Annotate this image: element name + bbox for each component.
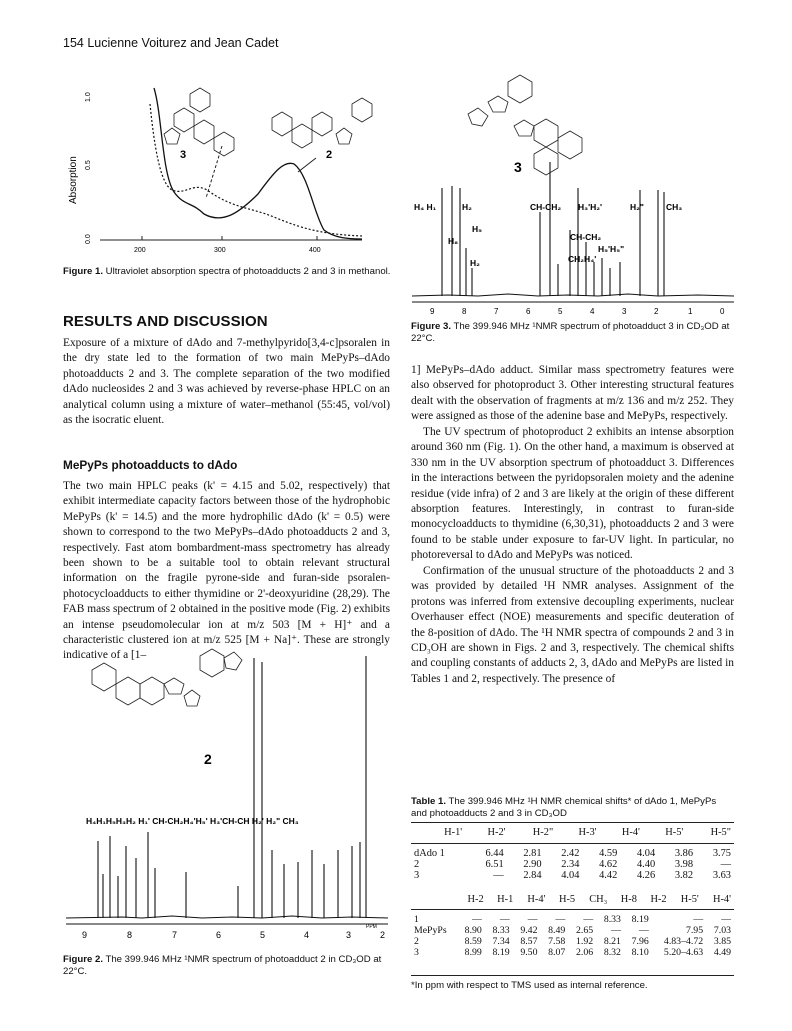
fig2-xtick-4: 4 bbox=[304, 930, 310, 940]
right-paragraph-2 bbox=[411, 425, 734, 564]
left-para2-text: The two main HPLC peaks (k' = 4.15 and 5.02, respectively) that exhibit intermediate capacity factors between those of the hydrophobic MePyPs (k' = 14.5) and the more hydrophilic dAdo (k' = 0.5) were shown to correspond to the two MePyPs–dAdo photoadducts 2 and 3, respectively. Fast atom bombardment-mass spectrometry has already been shown to be a suitable tool to obtain relevant structural information on the fragile pyrone-side and furan-side psoralen-photocycloadducts to either thymidine or 2'-deoxyuridine (28,29). The FAB mass spectrum of 2 obtained in the positive mode (Fig. 2) exhibits an intense pseudomolecular ion at m/z 503 [M + H]⁺ and a characteristic clustered ion at m/z 525 [M + Na]⁺. These are strongly indicative of a [1– bbox=[63, 480, 390, 662]
fig1-xtick-400: 400 bbox=[309, 247, 321, 254]
table-cell: 2.34 bbox=[561, 859, 580, 870]
table1-header-row bbox=[411, 827, 734, 838]
table-row bbox=[411, 925, 734, 936]
table-cell: 1.92 bbox=[575, 936, 594, 947]
table1-part1 bbox=[411, 827, 734, 838]
section-title: RESULTS AND DISCUSSION bbox=[63, 313, 268, 330]
table1-footnote: *In ppm with respect to TMS used as internal reference. bbox=[411, 980, 648, 991]
table-header-cell bbox=[411, 827, 422, 838]
fig3-structure bbox=[468, 75, 582, 175]
fig3-xtick-0: 0 bbox=[720, 307, 725, 316]
table-cell: 4.83–4.72 bbox=[663, 936, 704, 947]
table-cell: 8.90 bbox=[464, 925, 482, 936]
table-cell: 8.19 bbox=[492, 947, 510, 958]
table-row bbox=[411, 859, 734, 870]
fig1-curve-3 bbox=[150, 104, 362, 236]
fig3-xtick-4: 4 bbox=[590, 307, 595, 316]
table-cell: 7.96 bbox=[631, 936, 649, 947]
right-para1-text: 1] MePyPs–dAdo adduct. Similar mass spectrometry features were also observed for photoproduct 3. Other interesting structural features dealt with the observation of fragments at m/z 136 and m/z 252. They were assigned as those of the adenine base and MePyPs, respectively. bbox=[411, 364, 734, 423]
fig3-label-h3h2: H₃'H₂' bbox=[578, 202, 603, 212]
fig3-xtick-7: 7 bbox=[494, 307, 499, 316]
fig3-caption-text: The 399.946 MHz ¹NMR spectrum of photoadduct 3 in CD₃OD at 22°C. bbox=[411, 321, 730, 344]
table1-header-rule bbox=[411, 843, 734, 844]
table-cell: 8.59 bbox=[464, 936, 482, 947]
table-header-cell: H-5' bbox=[665, 827, 684, 838]
table-row bbox=[411, 914, 734, 925]
fig1-ytick-05: 0.5 bbox=[85, 160, 92, 170]
table-cell: 7.34 bbox=[492, 936, 510, 947]
table-header-cell: H-8 bbox=[620, 894, 637, 905]
table-header-cell: H-1' bbox=[444, 827, 463, 838]
table-cell: 4.62 bbox=[599, 859, 618, 870]
fig1-structure-2 bbox=[272, 98, 372, 148]
right-para3-text: Confirmation of the unusual structure of the photoadducts 2 and 3 was provided by detailed ¹H NMR analyses. Assignment of the protons was inferred from extensive decoupling experiments, nuclear Overhauser effect (NOE) measurements and specific deuteration of the 8-position of dAdo. The ¹H NMR spectra of compounds 2 and 3 in CD₃OH are shown in Figs. 2 and 3, respectively. The chemical shifts and coupling constants of adducts 2, 3, dAdo and MePyPs are listed in Tables 1 and 2, respectively. The presence of bbox=[411, 565, 734, 685]
figure3-caption bbox=[411, 321, 733, 345]
table-cell: — bbox=[693, 914, 704, 925]
table-cell: 3.82 bbox=[674, 870, 694, 881]
fig3-caption-label: Figure 3. bbox=[411, 321, 451, 332]
table1-mid-rule bbox=[411, 909, 734, 910]
right-paragraph-1 bbox=[411, 363, 734, 425]
fig1-label-2: 2 bbox=[326, 149, 333, 161]
fig2-xtick-7: 7 bbox=[172, 930, 178, 940]
fig1-structure-3 bbox=[164, 88, 234, 156]
table-cell: 3 bbox=[414, 947, 419, 958]
figure1-uv-spectrum bbox=[62, 74, 402, 264]
table-cell: 7.03 bbox=[713, 925, 731, 936]
table-cell: 4.42 bbox=[599, 870, 618, 881]
table-cell: dAdo 1 bbox=[414, 848, 445, 859]
fig2-structure bbox=[92, 649, 242, 706]
fig3-xtick-1: 1 bbox=[688, 307, 693, 316]
table1-body2 bbox=[411, 914, 734, 958]
table-header-cell: H-2" bbox=[532, 827, 554, 838]
table-header-cell: H-2' bbox=[487, 827, 506, 838]
table-cell: — bbox=[583, 914, 594, 925]
running-head: 154 Lucienne Voiturez and Jean Cadet bbox=[63, 36, 279, 50]
fig1-ytick-0: 0.0 bbox=[85, 234, 92, 244]
fig2-xtick-8: 8 bbox=[127, 930, 133, 940]
table-cell: — bbox=[499, 914, 510, 925]
fig1-xtick-200: 200 bbox=[134, 247, 146, 254]
table-header-cell: H-4' bbox=[527, 894, 546, 905]
table1-caption-text: The 399.946 MHz ¹H NMR chemical shifts* of dAdo 1, MePyPs and photoadducts 2 and 3 in CD₃OD bbox=[411, 796, 717, 819]
subsection-title: MePyPs photoadducts to dAdo bbox=[63, 458, 238, 472]
table1-part2-header bbox=[411, 894, 734, 905]
table-row bbox=[411, 936, 734, 947]
table-cell: 8.21 bbox=[603, 936, 621, 947]
fig1-xtick-300: 300 bbox=[214, 247, 226, 254]
table-row bbox=[411, 848, 734, 859]
table-cell: 8.99 bbox=[464, 947, 482, 958]
table1-top-rule bbox=[411, 822, 734, 823]
fig3-xtick-6: 6 bbox=[526, 307, 531, 316]
table-header-cell: H-5" bbox=[710, 827, 731, 838]
table-cell: — bbox=[721, 914, 731, 925]
table-header-cell bbox=[411, 894, 457, 905]
table-cell: — bbox=[472, 914, 482, 925]
fig3-label-h2-low: H₂ bbox=[470, 258, 480, 268]
fig2-compound-number: 2 bbox=[204, 751, 212, 767]
table-header-cell: H-4' bbox=[712, 894, 731, 905]
fig2-xtick-6: 6 bbox=[216, 930, 222, 940]
table-cell: 8.49 bbox=[548, 925, 566, 936]
table-cell: — bbox=[720, 859, 731, 870]
fig3-xtick-8: 8 bbox=[462, 307, 467, 316]
fig2-peak-labels: H₄H₁H₅H₃H₂ H₁' CH-CH₂H₄'H₅' H₃'CH-CH H₂' H₂" CH₃ bbox=[86, 816, 299, 826]
table-cell: 8.57 bbox=[520, 936, 538, 947]
table-cell: 2 bbox=[414, 859, 420, 870]
table-header-cell: H-5' bbox=[680, 894, 699, 905]
figure2-nmr-spectrum bbox=[62, 636, 392, 946]
table-cell: — bbox=[493, 870, 504, 881]
table1-caption-label: Table 1. bbox=[411, 796, 447, 807]
fig1-caption-text: Ultraviolet absorption spectra of photoadducts 2 and 3 in methanol. bbox=[105, 266, 391, 277]
fig3-label-h4h1: H₄ H₁ bbox=[414, 202, 437, 212]
table-cell: 8.33 bbox=[603, 914, 621, 925]
fig1-ytick-1: 1.0 bbox=[85, 92, 92, 102]
table-cell: 4.26 bbox=[636, 870, 656, 881]
fig1-curve-2 bbox=[154, 88, 362, 239]
fig3-label-h8: H₈ bbox=[448, 236, 459, 246]
fig3-label-ch3: CH₃ bbox=[666, 202, 683, 212]
table-cell: 8.32 bbox=[603, 947, 621, 958]
table-cell: 2.81 bbox=[523, 848, 542, 859]
table-cell: MePyPs bbox=[414, 925, 447, 936]
fig3-label-ch2h4: CH₂H₄' bbox=[568, 254, 597, 264]
fig3-compound-number: 3 bbox=[514, 159, 522, 175]
fig3-xtick-3: 3 bbox=[622, 307, 627, 316]
figure3-nmr-spectrum bbox=[408, 62, 738, 318]
table-cell: 6.44 bbox=[485, 848, 504, 859]
table-cell: 8.07 bbox=[548, 947, 566, 958]
table1-caption bbox=[411, 796, 733, 820]
table-cell: 2.06 bbox=[575, 947, 594, 958]
figure1-caption bbox=[63, 266, 393, 278]
table-cell: — bbox=[611, 925, 621, 936]
fig3-label-h5h5: H₅'H₅" bbox=[598, 244, 625, 254]
table-cell: 2.65 bbox=[575, 925, 594, 936]
table1-body1 bbox=[411, 848, 734, 881]
table-cell: 3.98 bbox=[674, 859, 694, 870]
fig2-ppm: PPM bbox=[366, 924, 377, 930]
table-header-cell: H-1 bbox=[497, 894, 514, 905]
table-cell: 2.90 bbox=[523, 859, 542, 870]
fig2-xtick-2: 2 bbox=[380, 930, 386, 940]
table1-header-row-2 bbox=[411, 894, 734, 905]
table-cell: 8.10 bbox=[631, 947, 649, 958]
table-cell: 4.04 bbox=[561, 870, 580, 881]
table-row bbox=[411, 870, 734, 881]
fig2-caption-text: The 399.946 MHz ¹NMR spectrum of photoadduct 2 in CD₃OD at 22°C. bbox=[63, 954, 382, 977]
table-cell: 3.75 bbox=[712, 848, 731, 859]
table-header-cell: H-2 bbox=[467, 894, 484, 905]
table-cell: 4.49 bbox=[713, 947, 731, 958]
fig2-baseline bbox=[66, 916, 388, 918]
fig1-caption-label: Figure 1. bbox=[63, 266, 103, 277]
table-cell: 1 bbox=[414, 914, 419, 925]
fig2-xtick-3: 3 bbox=[346, 930, 352, 940]
table-cell: 8.19 bbox=[631, 914, 649, 925]
table-cell: 6.51 bbox=[485, 859, 504, 870]
table-cell: 4.04 bbox=[636, 848, 656, 859]
fig1-label-3: 3 bbox=[180, 149, 187, 161]
table-cell: — bbox=[555, 914, 566, 925]
right-para2-text: The UV spectrum of photoproduct 2 exhibits an intense absorption around 360 nm (Fig. 1). On the other hand, a maximum is observed at 330 nm in the UV absorption spectrum of photoadduct 3. Differences in the interactions between the pyridopsoralen moiety and the adenine residue (vide infra) of 2 and 3 are likely at the origin of these different absorption features. Interestingly, in contrast to furan-side monocycloadducts to thymidine (6,30,31), photoadducts 2 and 3 were found to be stable under exposure to far-UV light. In particular, no photoreversal to dAdo and MePyPs was noticed. bbox=[411, 426, 734, 562]
table-cell: 3.63 bbox=[712, 870, 731, 881]
table-cell: 3.86 bbox=[674, 848, 694, 859]
fig1-ylabel: Absorption bbox=[68, 156, 79, 204]
table-header-cell: H-3' bbox=[578, 827, 597, 838]
table-header-cell: H-5 bbox=[558, 894, 576, 905]
table-row bbox=[411, 947, 734, 958]
fig3-label-h2pp: H₂" bbox=[630, 202, 644, 212]
fig3-xtick-2: 2 bbox=[654, 307, 659, 316]
fig3-label-h2: H₂ bbox=[462, 202, 472, 212]
table-cell: 2.84 bbox=[523, 870, 542, 881]
fig3-xtick-9: 9 bbox=[430, 307, 435, 316]
table-cell: 5.20–4.63 bbox=[663, 947, 704, 958]
table-cell: 3 bbox=[414, 870, 420, 881]
table-cell: 9.42 bbox=[520, 925, 538, 936]
table-cell: 3.85 bbox=[713, 936, 731, 947]
table1-bottom-rule bbox=[411, 975, 734, 976]
left-para1-text: Exposure of a mixture of dAdo and 7-methylpyrido[3,4-c]psoralen in the dry state led to the formation of two main MePyPs–dAdo photoadducts 2 and 3. The complete separation of the two modified dAdo nucleosides 2 and 3 was achieved by reverse-phase HPLC on an analytical column using a mixture of water–methanol (55:45, vol/vol) as the isocratic eluent. bbox=[63, 337, 390, 427]
table-cell: 2 bbox=[414, 936, 419, 947]
fig2-caption-label: Figure 2. bbox=[63, 954, 103, 965]
left-paragraph-1 bbox=[63, 336, 390, 428]
table-cell: 4.59 bbox=[599, 848, 618, 859]
fig2-xtick-9: 9 bbox=[82, 930, 88, 940]
fig3-label-chch2-b: CH-CH₂ bbox=[570, 232, 602, 242]
table-cell: 8.33 bbox=[492, 925, 510, 936]
table-cell: 9.50 bbox=[520, 947, 538, 958]
right-paragraph-3 bbox=[411, 564, 734, 687]
fig3-label-chch2: CH-CH₂ bbox=[530, 202, 562, 212]
table-header-cell: H-4' bbox=[621, 827, 640, 838]
table-header-cell: H-2 bbox=[650, 894, 667, 905]
fig3-label-h5: H₅ bbox=[472, 224, 483, 234]
table-cell: 7.95 bbox=[685, 925, 704, 936]
table-cell: — bbox=[639, 925, 649, 936]
fig3-xtick-5: 5 bbox=[558, 307, 563, 316]
table-header-cell: CH₃ bbox=[589, 894, 608, 905]
table-cell: 7.58 bbox=[548, 936, 566, 947]
fig2-peaks bbox=[98, 656, 366, 918]
table-cell: — bbox=[527, 914, 538, 925]
figure2-caption bbox=[63, 954, 393, 978]
table-cell: 2.42 bbox=[561, 848, 580, 859]
table-cell: 4.40 bbox=[636, 859, 656, 870]
fig2-xtick-5: 5 bbox=[260, 930, 266, 940]
